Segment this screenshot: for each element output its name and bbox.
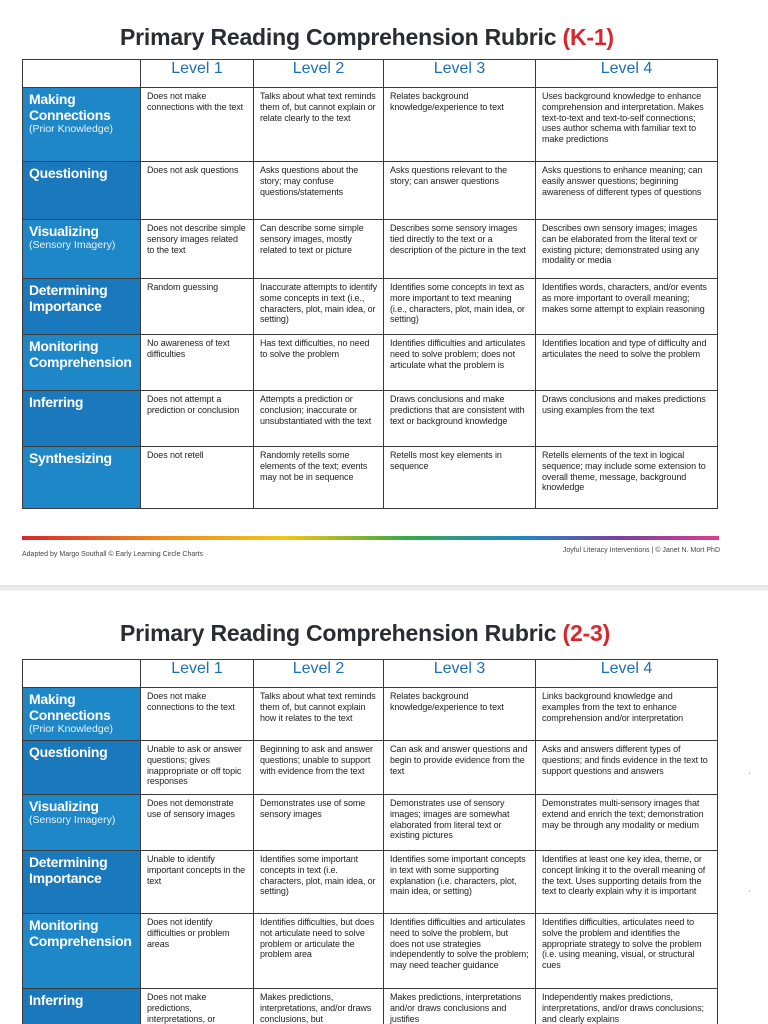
header-corner bbox=[23, 660, 141, 688]
rainbow-divider bbox=[22, 536, 719, 540]
page-title bbox=[120, 24, 614, 51]
rubric-cell: Talks about what text reminds them of, but cannot explain or relate clearly to the text bbox=[254, 88, 384, 162]
rubric-cell: Inaccurate attempts to identify some concepts in text (i.e., characters, plot, main idea, or setting) bbox=[254, 279, 384, 335]
rubric-cell: Does not retell bbox=[141, 447, 254, 509]
rubric-cell: Can describe some simple sensory images, mostly related to text or picture bbox=[254, 220, 384, 279]
category-cell bbox=[23, 688, 141, 741]
category-cell bbox=[23, 220, 141, 279]
table-row bbox=[23, 447, 718, 509]
scan-mark: ˈ bbox=[748, 889, 751, 899]
level-header: Level 3 bbox=[384, 60, 536, 88]
category-cell bbox=[23, 335, 141, 391]
rubric-cell: Draws conclusions and make predictions that are consistent with text or background knowledge bbox=[384, 391, 536, 447]
rubric-cell: No awareness of text difficulties bbox=[141, 335, 254, 391]
category-name: Visualizing bbox=[29, 223, 99, 239]
table-row bbox=[23, 795, 718, 851]
category-cell bbox=[23, 795, 141, 851]
category-subtitle: (Sensory Imagery) bbox=[29, 239, 116, 251]
scan-mark: ˈ bbox=[748, 771, 751, 781]
rubric-cell: Identifies some important concepts in text with some supporting explanation (i.e. characters, plot, main idea, or setting) bbox=[384, 851, 536, 914]
rubric-table bbox=[22, 659, 718, 1024]
header-corner bbox=[23, 60, 141, 88]
rubric-cell: Demonstrates use of some sensory images bbox=[254, 795, 384, 851]
rubric-cell: Does not describe simple sensory images related to the text bbox=[141, 220, 254, 279]
table-row bbox=[23, 162, 718, 220]
rubric-cell: Attempts a prediction or conclusion; inaccurate or unsubstantiated with the text bbox=[254, 391, 384, 447]
rubric-cell: Asks questions relevant to the story; can answer questions bbox=[384, 162, 536, 220]
category-name: Visualizing bbox=[29, 798, 99, 814]
rubric-cell: Describes own sensory images; images can be elaborated from the literal text or existing picture; demonstrated using any modality or media bbox=[536, 220, 718, 279]
level-header: Level 2 bbox=[254, 660, 384, 688]
rubric-cell: Does not make connections to the text bbox=[141, 688, 254, 741]
rubric-cell: Identifies difficulties, but does not articulate need to solve problem or articulate the problem area bbox=[254, 914, 384, 989]
table-row bbox=[23, 688, 718, 741]
rubric-cell: Identifies difficulties, articulates need to solve the problem and identifies the appropriate strategy to solve the problem (i.e. using meaning, visual, or structural cues bbox=[536, 914, 718, 989]
category-name: Determining Importance bbox=[29, 854, 108, 886]
category-cell bbox=[23, 914, 141, 989]
rubric-cell: Makes predictions, interpretations, and/or draws conclusions, but bbox=[254, 989, 384, 1024]
page-title bbox=[120, 620, 610, 647]
category-cell bbox=[23, 447, 141, 509]
category-cell bbox=[23, 279, 141, 335]
rubric-page-2-3 bbox=[0, 591, 768, 1024]
rubric-cell: Uses background knowledge to enhance comprehension and interpretation. Makes text-to-text and text-to-self connections; uses author schema with familiar text to make predictions bbox=[536, 88, 718, 162]
rubric-cell: Makes predictions, interpretations and/or draws conclusions and justifies bbox=[384, 989, 536, 1024]
category-name: Making Connections bbox=[29, 691, 111, 723]
rubric-cell: Unable to identify important concepts in the text bbox=[141, 851, 254, 914]
category-name: Determining Importance bbox=[29, 282, 108, 314]
footer-copyright: Joyful Literacy Interventions | © Janet N. Mort PhD bbox=[562, 547, 720, 554]
header-row bbox=[23, 60, 718, 88]
rubric-cell: Does not demonstrate use of sensory images bbox=[141, 795, 254, 851]
grade-label: (K-1) bbox=[562, 24, 614, 50]
table-row bbox=[23, 851, 718, 914]
category-cell bbox=[23, 989, 141, 1024]
rubric-cell: Has text difficulties, no need to solve the problem bbox=[254, 335, 384, 391]
rubric-cell: Does not ask questions bbox=[141, 162, 254, 220]
category-cell bbox=[23, 851, 141, 914]
category-name: Monitoring Comprehension bbox=[29, 338, 132, 370]
table-row bbox=[23, 989, 718, 1024]
category-cell bbox=[23, 391, 141, 447]
rubric-cell: Identifies words, characters, and/or events as more important to overall meaning; makes some attempt to explain reasoning bbox=[536, 279, 718, 335]
rubric-cell: Can ask and answer questions and begin to provide evidence from the text bbox=[384, 741, 536, 795]
category-name: Making Connections bbox=[29, 91, 111, 123]
category-name: Inferring bbox=[29, 992, 84, 1008]
rubric-cell: Identifies difficulties and articulates need to solve the problem, but does not use strategies independently to solve the problem; may need teacher guidance bbox=[384, 914, 536, 989]
category-cell bbox=[23, 88, 141, 162]
rubric-cell: Draws conclusions and makes predictions using examples from the text bbox=[536, 391, 718, 447]
category-subtitle: (Prior Knowledge) bbox=[29, 723, 114, 735]
category-subtitle: (Prior Knowledge) bbox=[29, 123, 114, 135]
title-text: Primary Reading Comprehension Rubric bbox=[120, 620, 557, 646]
table-row bbox=[23, 914, 718, 989]
rubric-cell: Random guessing bbox=[141, 279, 254, 335]
rubric-cell: Randomly retells some elements of the text; events may not be in sequence bbox=[254, 447, 384, 509]
table-row bbox=[23, 335, 718, 391]
rubric-cell: Identifies some concepts in text as more important to text meaning (i.e., characters, plot, main idea, or setting) bbox=[384, 279, 536, 335]
level-header: Level 2 bbox=[254, 60, 384, 88]
rubric-cell: Identifies some important concepts in text (i.e. characters, plot, main idea, or setting) bbox=[254, 851, 384, 914]
rubric-cell: Identifies at least one key idea, theme, or concept linking it to the overall meaning of the text. Uses supporting details from the text to clearly explain why it is important bbox=[536, 851, 718, 914]
rubric-cell: Identifies difficulties and articulates need to solve problem; does not articulate what the problem is bbox=[384, 335, 536, 391]
rubric-cell: Beginning to ask and answer questions; unable to support with evidence from the text bbox=[254, 741, 384, 795]
header-row bbox=[23, 660, 718, 688]
rubric-cell: Asks and answers different types of questions; and finds evidence in the text to support questions and answers bbox=[536, 741, 718, 795]
footer-credit: Adapted by Margo Southall © Early Learning Circle Charts bbox=[22, 551, 204, 558]
rubric-cell: Relates background knowledge/experience to text bbox=[384, 688, 536, 741]
level-header: Level 4 bbox=[536, 60, 718, 88]
rubric-cell: Unable to ask or answer questions; gives inappropriate or off topic responses bbox=[141, 741, 254, 795]
rubric-cell: Asks questions to enhance meaning; can easily answer questions; beginning awareness of different types of questions bbox=[536, 162, 718, 220]
rubric-cell: Retells most key elements in sequence bbox=[384, 447, 536, 509]
rubric-cell: Retells elements of the text in logical sequence; may include some extension to overall theme, message, background knowledge bbox=[536, 447, 718, 509]
category-cell bbox=[23, 162, 141, 220]
rubric-cell: Demonstrates multi-sensory images that extend and enrich the text; demonstration may be through any modality or medium bbox=[536, 795, 718, 851]
rubric-cell: Does not make predictions, interpretations, or bbox=[141, 989, 254, 1024]
title-text: Primary Reading Comprehension Rubric bbox=[120, 24, 557, 50]
category-name: Questioning bbox=[29, 744, 108, 760]
rubric-cell: Asks questions about the story; may confuse questions/statements bbox=[254, 162, 384, 220]
category-subtitle: (Sensory Imagery) bbox=[29, 814, 116, 826]
rubric-cell: Describes some sensory images tied directly to the text or a description of the picture in the text bbox=[384, 220, 536, 279]
rubric-cell: Does not attempt a prediction or conclusion bbox=[141, 391, 254, 447]
rubric-cell: Does not make connections with the text bbox=[141, 88, 254, 162]
table-row bbox=[23, 279, 718, 335]
rubric-cell: Identifies location and type of difficulty and articulates the need to solve the problem bbox=[536, 335, 718, 391]
table-row bbox=[23, 391, 718, 447]
rubric-cell: Does not identify difficulties or problem areas bbox=[141, 914, 254, 989]
table-row bbox=[23, 88, 718, 162]
category-name: Monitoring Comprehension bbox=[29, 917, 132, 949]
rubric-table bbox=[22, 59, 718, 509]
level-header: Level 3 bbox=[384, 660, 536, 688]
level-header: Level 1 bbox=[141, 660, 254, 688]
rubric-cell: Links background knowledge and examples from the text to enhance comprehension and/or interpretation bbox=[536, 688, 718, 741]
rubric-cell: Demonstrates use of sensory images; images are somewhat elaborated from literal text or existing pictures bbox=[384, 795, 536, 851]
table-row bbox=[23, 220, 718, 279]
level-header: Level 1 bbox=[141, 60, 254, 88]
category-name: Synthesizing bbox=[29, 450, 112, 466]
category-name: Inferring bbox=[29, 394, 84, 410]
rubric-cell: Relates background knowledge/experience to text bbox=[384, 88, 536, 162]
level-header: Level 4 bbox=[536, 660, 718, 688]
rubric-cell: Talks about what text reminds them of, but cannot explain how it relates to the text bbox=[254, 688, 384, 741]
category-name: Questioning bbox=[29, 165, 108, 181]
rubric-cell: Independently makes predictions, interpretations, and/or draws conclusions; and clearly explains bbox=[536, 989, 718, 1024]
category-cell bbox=[23, 741, 141, 795]
table-row bbox=[23, 741, 718, 795]
grade-label: (2-3) bbox=[562, 620, 611, 646]
